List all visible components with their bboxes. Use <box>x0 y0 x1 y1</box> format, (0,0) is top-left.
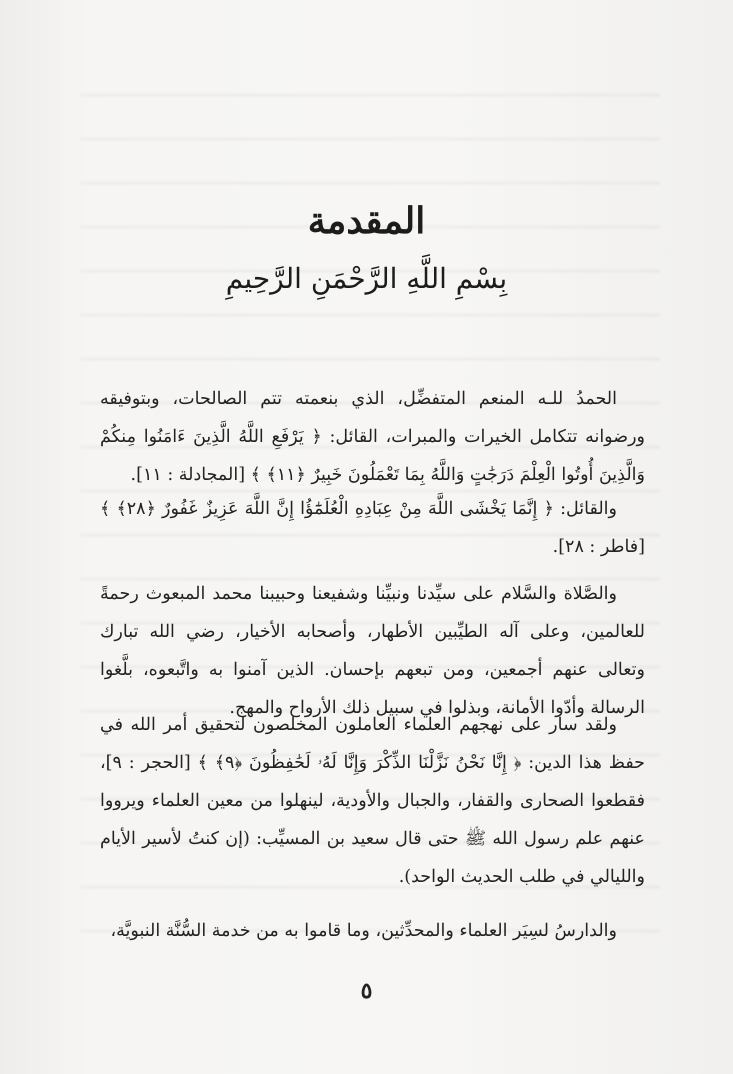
paragraph-2 <box>100 490 645 566</box>
quran-verse: ﴿ يَرْفَعِ اللَّهُ الَّذِينَ ءَامَنُوا مِنكُمْ وَالَّذِينَ أُوتُوا الْعِلْمَ دَرَجَٰتٍ وَاللَّهُ بِمَا تَعْمَلُونَ خَبِيرٌ ﴿١١﴾ ﴾ <box>100 427 645 485</box>
paragraph-5 <box>100 912 645 950</box>
paragraph-3 <box>100 575 645 727</box>
verse-reference: [فاطر : ٢٨]. <box>552 537 645 557</box>
basmala: بِسْمِ اللَّهِ الرَّحْمَنِ الرَّحِيمِ <box>225 262 508 295</box>
paragraph-text: الحمدُ للـه المنعم المتفضِّل، الذي بنعمته تتم الصالحات، وبتوفيقه ورضوانه تتكامل الخيرات والمبرات، القائل: <box>100 389 645 447</box>
paragraph-text: والصَّلاة والسَّلام على سيِّدنا ونبيِّنا وشفيعنا وحبيبنا محمد المبعوث رحمةً للعالمين، وعلى آله الطيِّبين الأطهار، وأصحابه الأخيار، رضي الله تبارك وتعالى عنهم أجمعين، ومن تبعهم بإحسان. الذين آمنوا به واتَّبعوه، بلَّغوا الرسالة وأدّوا الأمانة، وبذلوا في سبيل ذلك الأرواح والمهج. <box>100 584 645 718</box>
page-number: ٥ <box>360 978 373 1004</box>
verse-reference: [المجادلة : ١١]. <box>130 465 246 485</box>
quran-verse: ﴿ إِنَّا نَحْنُ نَزَّلْنَا الذِّكْرَ وَإِنَّا لَهُۥ لَحَٰفِظُونَ ﴿٩﴾ ﴾ <box>197 753 522 773</box>
paragraph-1 <box>100 380 645 494</box>
page-title: المقدمة <box>307 200 426 242</box>
paragraph-text: والقائل: <box>560 499 617 519</box>
paragraph-text: ولقد سار على نهجهم العلماء العاملون المخلصون لتحقيق أمر الله في حفظ هذا الدين: <box>100 715 645 773</box>
quran-verse: ﴿ إِنَّمَا يَخْشَى اللَّهَ مِنْ عِبَادِهِ الْعُلَمَٰٓؤُا إِنَّ اللَّهَ عَزِيزٌ غَفُورٌ ﴿٢٨﴾ ﴾ <box>100 499 554 519</box>
paragraph-text-continued: [الحجر : ٩]، فقطعوا الصحارى والقفار، والجبال والأودية، لينهلوا من معين العلماء ويرووا عنهم علم رسول الله ﷺ حتى قال سعيد بن المسيِّب: (إن كنتُ لأسير الأيام والليالي في طلب الحديث الواحد). <box>100 753 645 887</box>
paragraph-text: والدارسُ لسِيَر العلماء والمحدِّثين، وما قاموا به من خدمة السُّنَّة النبويَّة، <box>110 921 617 941</box>
paragraph-4 <box>100 706 645 896</box>
